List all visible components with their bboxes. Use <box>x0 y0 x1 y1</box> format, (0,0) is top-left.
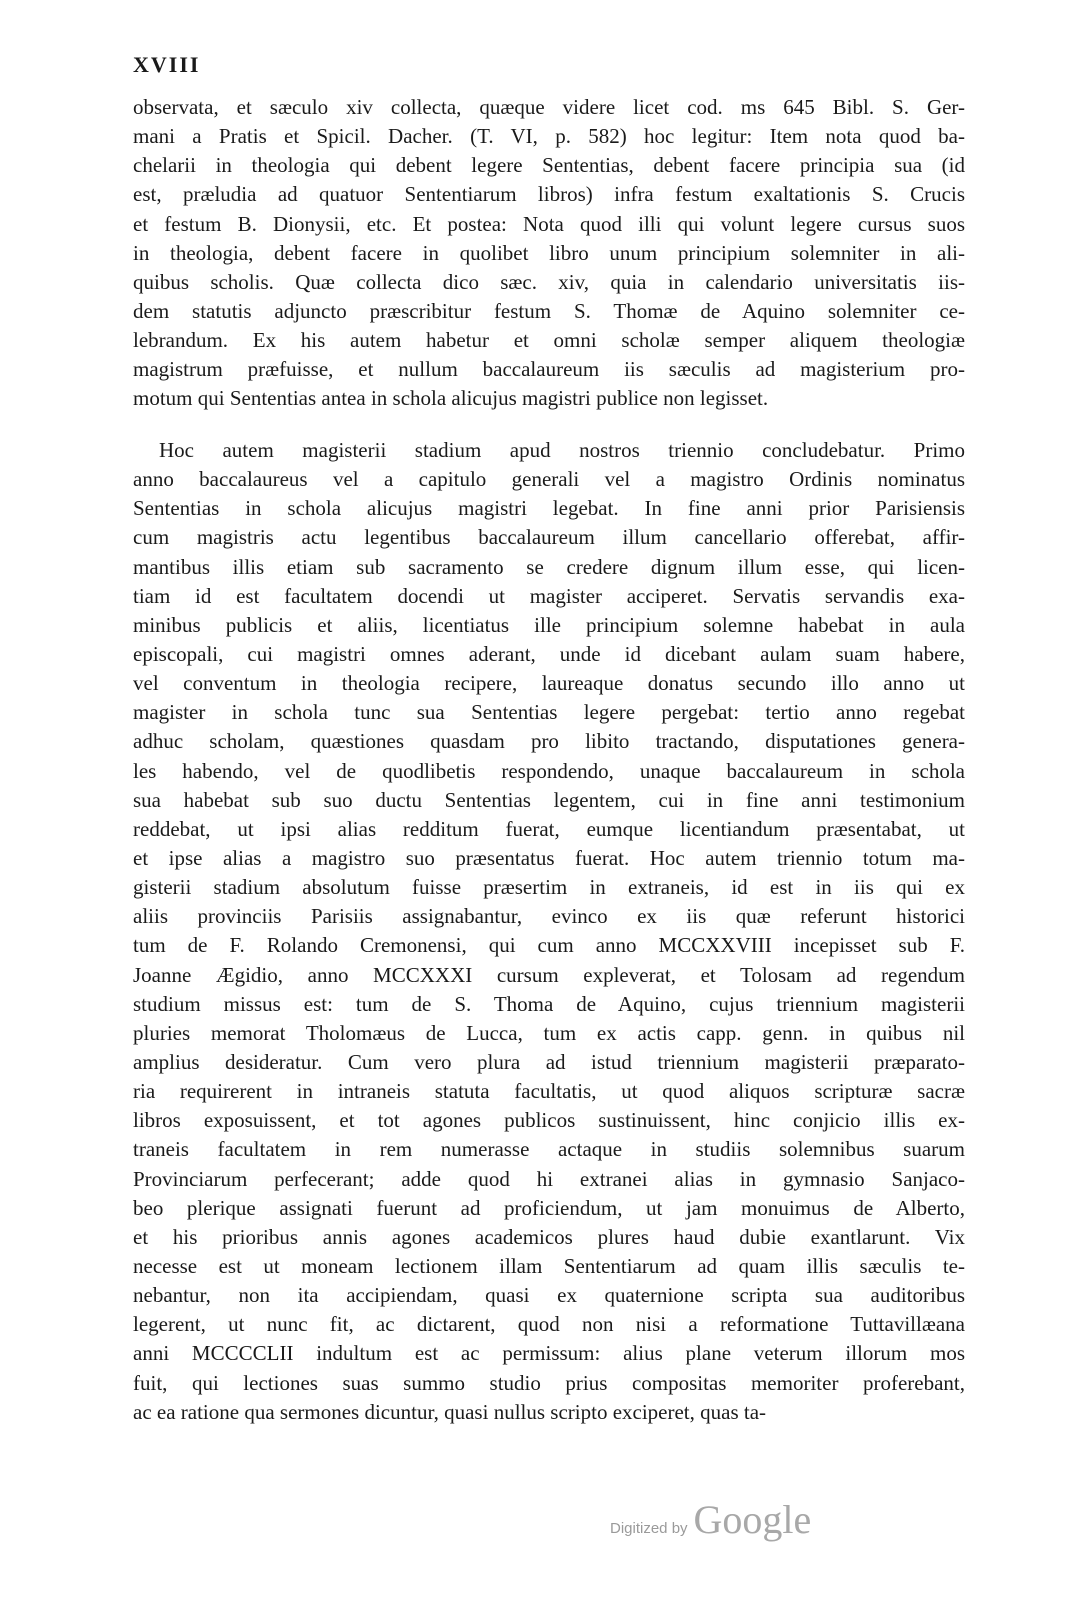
text-line: Hoc autem magisterii stadium apud nostros triennio concludebatur. Primo <box>159 438 965 462</box>
text-line: quibus scholis. Quæ collecta dico sæc. xiv, quia in calendario universitatis iis- <box>133 269 965 294</box>
text-line: nebantur, non ita accipiendam, quasi ex quaternione scripta sua auditoribus <box>133 1283 965 1308</box>
text-line: fuit, qui lectiones suas summo studio prius compositas memoriter proferebant, <box>133 1370 965 1395</box>
text-line: aliis provinciis Parisiis assignabantur, evinco ex iis quæ referunt historici <box>133 904 965 929</box>
text-line: amplius desideratur. Cum vero plura ad istud triennium magisterii præparato- <box>133 1049 965 1074</box>
text-line: tum de F. Rolando Cremonensi, qui cum anno MCCXXVIII incepisset sub F. <box>133 933 965 958</box>
text-line: magistrum præfuisse, et nullum baccalaureum iis sæculis ad magisterium pro- <box>133 357 965 382</box>
page-number: XVIII <box>133 52 201 77</box>
paragraph-continuation <box>133 93 965 414</box>
digitized-watermark <box>610 1496 811 1543</box>
text-line: et his prioribus annis agones academicos plures haud dubie exantlarunt. Vix <box>133 1224 965 1249</box>
text-line: episcopali, cui magistri omnes aderant, unde id dicebant aulam suam habere, <box>133 641 965 666</box>
text-line: magister in schola tunc sua Sententias legere pergebat: tertio anno regebat <box>133 700 965 725</box>
text-line: et ipse alias a magistro suo præsentatus fuerat. Hoc autem triennio totum ma- <box>133 845 965 870</box>
text-line: tiam id est facultatem docendi ut magister acciperet. Servatis servandis exa- <box>133 583 965 608</box>
digitized-by-label: Digitized by <box>610 1520 688 1537</box>
text-line: dem statutis adjuncto præscribitur festum S. Thomæ de Aquino solemniter ce- <box>133 298 965 323</box>
text-line: Joanne Ægidio, anno MCCXXXI cursum expleverat, et Tolosam ad regendum <box>133 962 965 987</box>
text-line: vel conventum in theologia recipere, laureaque donatus secundo illo anno ut <box>133 671 965 696</box>
text-line: lebrandum. Ex his autem habetur et omni scholæ semper aliquem theologiæ <box>133 328 965 353</box>
text-line: chelarii in theologia qui debent legere Sententias, debent facere principia sua (id <box>133 153 965 178</box>
text-line: adhuc scholam, quæstiones quasdam pro libito tractando, disputationes genera- <box>133 729 965 754</box>
text-line: mani a Pratis et Spicil. Dacher. (T. VI, p. 582) hoc legitur: Item nota quod ba- <box>133 124 965 149</box>
text-line: libros exposuissent, et tot agones publicos sustinuissent, hinc conjicio illis ex- <box>133 1108 965 1133</box>
text-line: les habendo, vel de quodlibetis respondendo, unaque baccalaureum in schola <box>133 758 965 783</box>
google-logo: Google <box>693 1497 812 1542</box>
text-line: minibus publicis et aliis, licentiatus ille principium solemne habebat in aula <box>133 612 965 637</box>
text-line: reddebat, ut ipsi alias redditum fuerat, eumque licentiandum præsentabat, ut <box>133 816 965 841</box>
text-line: ria requirerent in intraneis statuta facultatis, ut quod aliquos scripturæ sacræ <box>133 1079 965 1104</box>
text-line: gisterii stadium absolutum fuisse præsertim in extraneis, id est in iis qui ex <box>133 875 965 900</box>
text-line: sua habebat sub suo ductu Sententias legentem, cui in fine anni testimonium <box>133 787 965 812</box>
paragraph-main <box>133 436 965 1427</box>
text-line: est, præludia ad quatuor Sententiarum libros) infra festum exaltationis S. Crucis <box>133 182 965 207</box>
text-line: Provinciarum perfecerant; adde quod hi extranei alias in gymnasio Sanjaco- <box>133 1166 965 1191</box>
text-line: anno baccalaureus vel a capitulo generali vel a magistro Ordinis nominatus <box>133 467 965 492</box>
text-line: anni MCCCCLII indultum est ac permissum: alius plane veterum illorum mos <box>133 1341 965 1366</box>
text-line: necesse est ut moneam lectionem illam Sententiarum ad quam illis sæculis te- <box>133 1253 965 1278</box>
text-line: beo plerique assignati fuerunt ad proficiendum, ut jam monuimus de Alberto, <box>133 1195 965 1220</box>
text-line: traneis facultatem in rem numerasse actaque in studiis solemnibus suarum <box>133 1137 965 1162</box>
text-line: ac ea ratione qua sermones dicuntur, quasi nullus scripto exciperet, quas ta- <box>133 1399 767 1424</box>
text-line: cum magistris actu legentibus baccalaureum illum cancellario offerebat, affir- <box>133 525 965 550</box>
text-line: studium missus est: tum de S. Thoma de Aquino, cujus triennium magisterii <box>133 991 965 1016</box>
text-line: legerent, ut nunc fit, ac dictarent, quod non nisi a reformatione Tuttavillæana <box>133 1312 965 1337</box>
text-line: observata, et sæculo xiv collecta, quæque videre licet cod. ms 645 Bibl. S. Ger- <box>133 95 965 119</box>
text-line: et festum B. Dionysii, etc. Et postea: Nota quod illi qui volunt legere cursus suos <box>133 211 965 236</box>
text-line: pluries memorat Tholomæus de Lucca, tum ex actis capp. genn. in quibus nil <box>133 1020 965 1045</box>
text-line: motum qui Sententias antea in schola alicujus magistri publice non legisset. <box>133 386 769 411</box>
text-line: in theologia, debent facere in quolibet libro unum principium solemniter in ali- <box>133 240 965 265</box>
text-line: Sententias in schola alicujus magistri legebat. In fine anni prior Parisiensis <box>133 496 965 521</box>
text-line: mantibus illis etiam sub sacramento se credere dignum illum esse, qui licen- <box>133 554 965 579</box>
